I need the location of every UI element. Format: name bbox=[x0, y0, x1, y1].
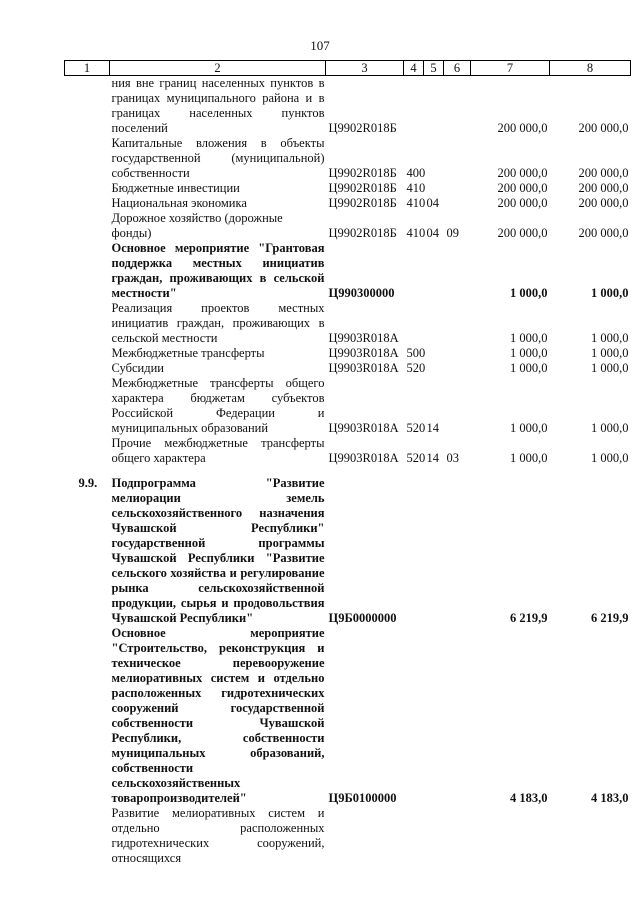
row-number bbox=[65, 76, 110, 137]
row-col6 bbox=[444, 806, 471, 866]
row-code: Ц9903R018А bbox=[328, 331, 399, 345]
row-col5 bbox=[424, 361, 444, 376]
row-col5 bbox=[424, 346, 444, 361]
row-col6 bbox=[444, 626, 471, 806]
row-col4 bbox=[404, 806, 424, 866]
table-row bbox=[65, 241, 631, 301]
row-col6 bbox=[444, 361, 471, 376]
row-value-8: 200 000,0 bbox=[578, 181, 629, 195]
budget-table bbox=[64, 60, 631, 866]
header-col-8: 8 bbox=[550, 61, 631, 76]
row-col4 bbox=[404, 241, 424, 301]
table-row bbox=[65, 196, 631, 211]
row-value-7: 1 000,0 bbox=[510, 346, 548, 360]
header-col-7: 7 bbox=[471, 61, 550, 76]
row-col5: 14 bbox=[426, 451, 439, 465]
row-name: Дорожное хозяйство (дорожные фонды) bbox=[111, 211, 283, 240]
table-row bbox=[65, 626, 631, 806]
row-col4: 410 bbox=[406, 196, 426, 210]
row-value-7 bbox=[471, 806, 550, 866]
row-col5 bbox=[424, 241, 444, 301]
row-value-7: 200 000,0 bbox=[497, 166, 548, 180]
row-col6: 03 bbox=[446, 451, 459, 465]
row-col4: 520 bbox=[406, 361, 426, 375]
row-number bbox=[65, 361, 110, 376]
row-value-7: 1 000,0 bbox=[510, 286, 548, 300]
row-number bbox=[65, 436, 110, 466]
row-code: Ц9902R018Б bbox=[328, 166, 397, 180]
row-name: Реализация проектов местных инициатив граждан, проживающих в сельской местности bbox=[111, 301, 325, 345]
row-value-7: 1 000,0 bbox=[510, 421, 548, 435]
row-number bbox=[65, 376, 110, 436]
row-col6 bbox=[444, 476, 471, 626]
row-col5 bbox=[424, 476, 444, 626]
row-col5 bbox=[424, 301, 444, 346]
row-name: Развитие мелиоративных систем и отдельно расположенных гидротехнических сооружений, относящихся bbox=[111, 806, 325, 865]
row-value-8: 1 000,0 bbox=[591, 286, 629, 300]
row-col6 bbox=[444, 346, 471, 361]
row-number bbox=[65, 806, 110, 866]
row-col6 bbox=[444, 241, 471, 301]
row-code bbox=[326, 806, 404, 866]
row-code: Ц9903R018А bbox=[328, 451, 399, 465]
row-value-8: 4 183,0 bbox=[591, 791, 629, 805]
row-name: ния вне границ населенных пунктов в границах муниципального района и в границах населенных пунктов поселений bbox=[111, 76, 325, 135]
row-value-8: 200 000,0 bbox=[578, 121, 629, 135]
table-row bbox=[65, 136, 631, 181]
row-value-8: 1 000,0 bbox=[591, 346, 629, 360]
row-name: Подпрограмма "Развитие мелиорации земель сельскохозяйственного назначения Чувашской Республики" государственной программы Чувашской Республики "Развитие сельского хозяйства и регулирование рынка сельскохозяйственной продукции, сырья и продовольствия Чувашской Республики" bbox=[111, 476, 325, 625]
row-col6 bbox=[444, 301, 471, 346]
row-number bbox=[65, 181, 110, 196]
row-name: Основное мероприятие "Грантовая поддержка местных инициатив граждан, проживающих в сельской местности" bbox=[111, 241, 325, 300]
table-row bbox=[65, 301, 631, 346]
row-col4: 500 bbox=[406, 346, 426, 360]
table-row bbox=[65, 346, 631, 361]
row-col5: 04 bbox=[426, 196, 439, 210]
row-number bbox=[65, 626, 110, 806]
row-value-7: 1 000,0 bbox=[510, 451, 548, 465]
row-col6: 09 bbox=[446, 226, 459, 240]
row-col5 bbox=[424, 806, 444, 866]
row-col6 bbox=[444, 181, 471, 196]
row-col6 bbox=[444, 136, 471, 181]
header-row bbox=[65, 61, 631, 76]
row-name: Капитальные вложения в объекты государственной (муниципальной) собственности bbox=[111, 136, 325, 180]
row-col5 bbox=[424, 136, 444, 181]
table-row bbox=[65, 806, 631, 866]
row-col5: 04 bbox=[426, 226, 439, 240]
row-col5 bbox=[424, 626, 444, 806]
row-col4 bbox=[404, 626, 424, 806]
row-value-8: 200 000,0 bbox=[578, 166, 629, 180]
row-value-8: 1 000,0 bbox=[591, 451, 629, 465]
row-name: Межбюджетные трансферты bbox=[111, 346, 265, 360]
row-col6 bbox=[444, 376, 471, 436]
row-col4: 520 bbox=[406, 421, 426, 435]
row-number bbox=[65, 346, 110, 361]
table-body bbox=[65, 76, 631, 867]
row-number bbox=[65, 301, 110, 346]
row-number bbox=[65, 241, 110, 301]
table-row bbox=[65, 76, 631, 137]
row-value-8: 1 000,0 bbox=[591, 361, 629, 375]
row-number: 9.9. bbox=[78, 476, 98, 490]
row-name: Прочие межбюджетные трансферты общего характера bbox=[111, 436, 325, 465]
row-col4 bbox=[404, 301, 424, 346]
header-col-1: 1 bbox=[65, 61, 110, 76]
row-col6 bbox=[444, 196, 471, 211]
row-number bbox=[65, 211, 110, 241]
row-col4: 410 bbox=[406, 226, 426, 240]
row-code: Ц9902R018Б bbox=[328, 121, 397, 135]
row-value-8: 200 000,0 bbox=[578, 226, 629, 240]
row-value-7: 4 183,0 bbox=[510, 791, 548, 805]
spacer-row bbox=[65, 466, 631, 476]
row-col6 bbox=[444, 76, 471, 137]
row-col4 bbox=[404, 476, 424, 626]
table-row bbox=[65, 361, 631, 376]
row-name: Национальная экономика bbox=[111, 196, 247, 210]
row-col5 bbox=[424, 76, 444, 137]
row-code: Ц9903R018А bbox=[328, 421, 399, 435]
row-name: Бюджетные инвестиции bbox=[111, 181, 240, 195]
row-value-8: 200 000,0 bbox=[578, 196, 629, 210]
header-col-2: 2 bbox=[110, 61, 326, 76]
row-code: Ц9902R018Б bbox=[328, 181, 397, 195]
row-code: Ц9Б0100000 bbox=[328, 791, 397, 805]
header-col-4: 4 bbox=[404, 61, 424, 76]
row-value-7: 6 219,9 bbox=[510, 611, 548, 625]
row-col5 bbox=[424, 181, 444, 196]
row-name: Межбюджетные трансферты общего характера бюджетам субъектов Российской Федерации и муниципальных образований bbox=[111, 376, 325, 435]
spacer-cell bbox=[65, 466, 631, 476]
header-col-6: 6 bbox=[444, 61, 471, 76]
row-number bbox=[65, 136, 110, 181]
row-value-8: 6 219,9 bbox=[591, 611, 629, 625]
row-code: Ц9903R018А bbox=[328, 361, 399, 375]
row-code: Ц9902R018Б bbox=[328, 196, 397, 210]
row-value-8: 1 000,0 bbox=[591, 331, 629, 345]
table-row bbox=[65, 476, 631, 626]
row-value-7: 200 000,0 bbox=[497, 196, 548, 210]
table-row bbox=[65, 211, 631, 241]
row-code: Ц9902R018Б bbox=[328, 226, 397, 240]
row-col4: 400 bbox=[406, 166, 426, 180]
row-name: Субсидии bbox=[111, 361, 164, 375]
row-value-7: 1 000,0 bbox=[510, 361, 548, 375]
row-value-8 bbox=[550, 806, 631, 866]
row-value-7: 1 000,0 bbox=[510, 331, 548, 345]
row-code: Ц9Б0000000 bbox=[328, 611, 397, 625]
row-col4 bbox=[404, 76, 424, 137]
row-number bbox=[65, 196, 110, 211]
row-code: Ц9903R018А bbox=[328, 346, 399, 360]
row-value-7: 200 000,0 bbox=[497, 181, 548, 195]
row-col5: 14 bbox=[426, 421, 439, 435]
row-name: Основное мероприятие "Строительство, реконструкция и техническое перевооружение мелиоративных систем и отдельно расположенных гидротехнических сооружений государственной собственности Чувашской Республики, собственности муниципальных образований, собственности сельскохозяйственных товаропроизводителей" bbox=[111, 626, 325, 805]
header-col-5: 5 bbox=[424, 61, 444, 76]
row-value-7: 200 000,0 bbox=[497, 226, 548, 240]
table-row bbox=[65, 181, 631, 196]
page-number: 107 bbox=[310, 38, 330, 53]
table-row bbox=[65, 436, 631, 466]
table-row bbox=[65, 376, 631, 436]
row-value-8: 1 000,0 bbox=[591, 421, 629, 435]
row-value-7: 200 000,0 bbox=[497, 121, 548, 135]
header-col-3: 3 bbox=[326, 61, 404, 76]
row-col4: 520 bbox=[406, 451, 426, 465]
row-col4: 410 bbox=[406, 181, 426, 195]
row-code: Ц990300000 bbox=[328, 286, 395, 300]
